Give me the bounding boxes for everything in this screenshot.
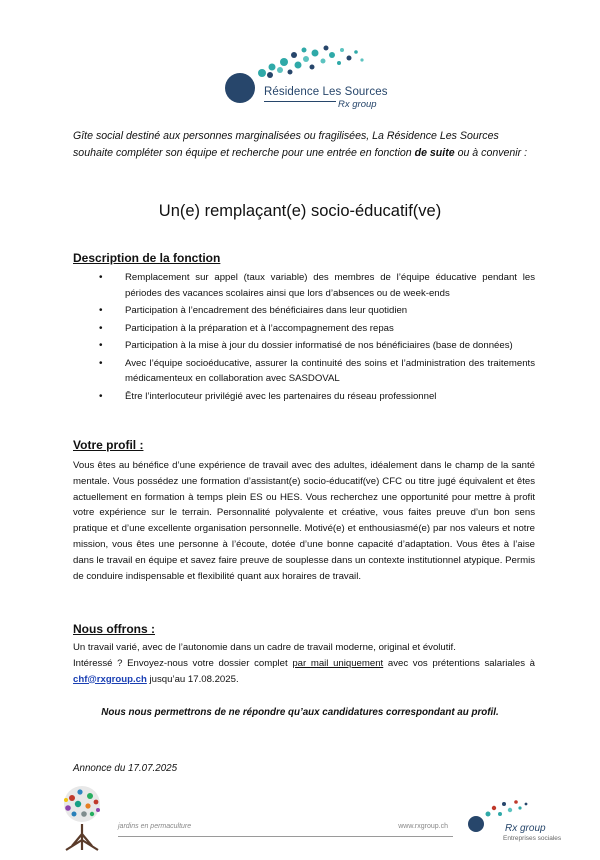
intro-text-part1: Gîte social destiné aux personnes marginalisées ou fragilisées, La Résidence Les Sources souhaite compléter son équipe et recherche pour une entrée en fonction [73,130,499,159]
bullet-icon: • [99,340,103,351]
description-heading: Description de la fonction [73,251,221,265]
profile-text: Vous êtes au bénéfice d’une expérience de travail avec des adultes, idéalement dans le champ de la santé mentale. Vous possédez une formation d’assistant(e) socio-éducatif(ve) CFC ou titre jugé équivalent et êtes actuellement en formation à temps plein ES ou HES. Vous recherchez une opportunité pour mettre à profit votre expérience sur le terrain. Personnalité polyvalente et créative, vous faites preuve d’un bon sens pratique et d’une excellente organisation personnelle. Motivé(e) et enthousiasmé(e) par nos valeurs et notre mission, vous êtes une personne à l’écoute, dotée d’une bonne capacité d’adaptation. Vous êtes à l’aise dans le travail en équipe et savez faire preuve de souplesse dans un contexte institutionnel atypique. Permis de conduire indispensable et flexibilité quant aux horaires de travail. [73,460,535,582]
job-title: Un(e) remplaçant(e) socio-éducatif(ve) [158,202,442,220]
footer-website[interactable]: www.rxgroup.ch [398,823,448,830]
list-item: • Être l’interlocuteur privilégié avec les partenaires du réseau professionnel [73,389,535,405]
description-list [73,270,535,406]
logo-brand-sub: Rx group [338,99,377,110]
disclaimer-text: Nous nous permettrons de ne répondre qu’aux candidatures correspondant au profil. [101,707,499,718]
list-item: • Remplacement sur appel (taux variable) des membres de l’équipe éducative pendant les périodes des vacances scolaires ainsi que lors d’absences ou de week-ends [99,272,535,299]
offer-text: Un travail varié, avec de l’autonomie dans un cadre de travail moderne, original et évolutif. Intéressé ? Envoyez-nous votre dossier complet par mail uniquement avec vos prétentions salariales à chf@rxgroup.ch jusqu’au 17.08.2025. [73,642,535,685]
footer-permaculture-text: jardins en permaculture [118,823,192,830]
residence-logo [222,42,392,112]
tree-logo-icon [52,784,112,852]
footer-divider [118,836,453,837]
email-link[interactable]: chf@rxgroup.ch [73,673,147,685]
bullet-icon: • [99,357,103,369]
offer-heading: Nous offrons : [73,622,155,636]
intro-text-bold: de suite [414,147,455,159]
bullet-icon: • [99,305,103,316]
bullet-icon: • [99,390,103,402]
mail-only-text: par mail uniquement [292,657,384,669]
logo-divider [264,101,336,102]
intro-text-part2: ou à convenir : [454,147,528,159]
list-item: • Participation à la préparation et à l’accompagnement des repas [73,321,535,337]
offer-line1: Un travail varié, avec de l’autonomie dans un cadre de travail moderne, original et évolutif. [73,642,456,653]
logo-brand-name: Résidence Les Sources [264,86,388,98]
profile-heading: Votre profil : [73,438,144,452]
list-item: • Participation à l’encadrement des bénéficiaires dans leur quotidien [73,303,535,319]
list-item: • Participation à la mise à jour du dossier informatisé de nos bénéficiaires (base de données) [73,338,535,354]
footer-rx-group-name: Rx group [505,823,546,834]
footer-rx-group-sub: Entreprises sociales [503,835,562,842]
bullet-icon: • [99,272,103,283]
announcement-date: Annonce du 17.07.2025 [73,763,178,774]
intro-paragraph [73,128,535,162]
bullet-icon: • [99,322,103,334]
list-item: • Avec l’équipe socioéducative, assurer la continuité des soins et l’administration des traitements médicamenteux en collaboration avec SASDOVAL [99,357,535,384]
